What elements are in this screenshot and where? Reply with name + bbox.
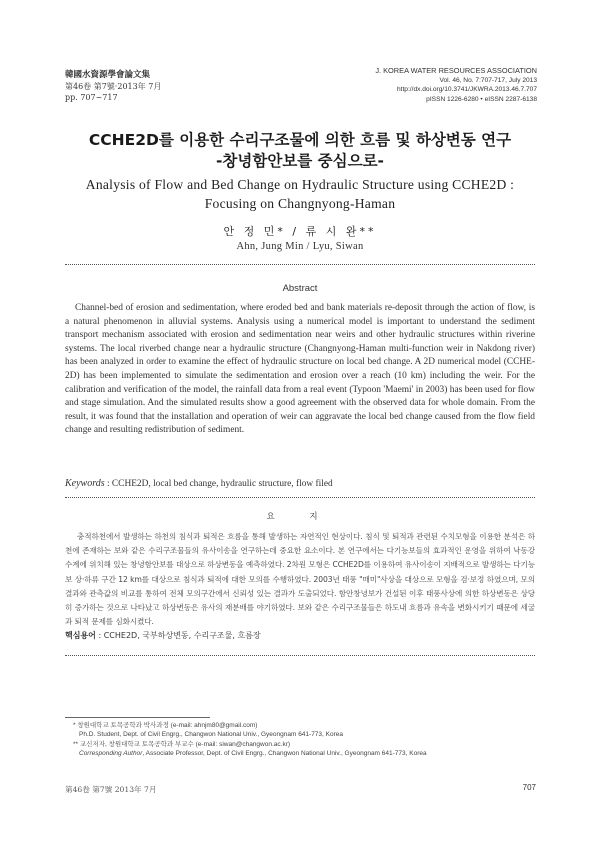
divider-top	[65, 264, 535, 265]
keywords-korean	[65, 630, 535, 641]
keywords-english	[65, 478, 535, 489]
korean-title-line2: -창녕함안보를 중심으로-	[216, 152, 384, 170]
doi-link[interactable]: http://dx.doi.org/10.3741/JKWRA.2013.46.7.707	[396, 86, 537, 93]
english-title-line2: Focusing on Changnyong-Haman	[204, 196, 396, 211]
footnote-2-korean: ** 교신저자, 창원대학교 토목공학과 부교수 (e-mail: siwan@changwon.ac.kr)	[73, 740, 291, 748]
korean-title	[0, 130, 600, 172]
footnote-2-english	[65, 749, 535, 758]
journal-header-right	[375, 66, 537, 104]
divider-middle	[65, 497, 535, 498]
divider-bottom	[65, 655, 535, 656]
corresponding-author-label: Corresponding Author	[79, 749, 143, 757]
authors-korean: 안 정 민* / 류 시 완**	[223, 225, 377, 238]
footnotes	[65, 721, 535, 758]
issn: pISSN 1226-6280 • eISSN 2287-6138	[426, 95, 537, 103]
journal-name-english: J. KOREA WATER RESOURCES ASSOCIATION	[375, 66, 537, 75]
korean-keywords-list: : CCHE2D, 국부하상변동, 수리구조물, 흐름장	[98, 631, 261, 640]
english-title-line1: Analysis of Flow and Bed Change on Hydraulic Structure using CCHE2D :	[85, 177, 515, 192]
keywords-label: Keywords	[65, 478, 105, 489]
journal-pages: pp. 707~717	[65, 93, 118, 102]
abstract-heading: Abstract	[282, 283, 318, 294]
journal-header-left	[65, 70, 161, 103]
footnote-rule	[65, 717, 210, 718]
page-number: 707	[522, 783, 536, 792]
journal-title-hanja: 韓國水資源學會論文集	[65, 70, 151, 80]
footnote-2-english-text: , Associate Professor, Dept. of Civil Engrg., Changwon National Univ., Gyeongnam 641-773, Korea	[142, 749, 427, 757]
english-title	[40, 175, 560, 213]
footer-volume: 第46卷 第7號 2013年 7月	[65, 785, 157, 794]
footnote-1-korean: * 창원대학교 토목공학과 박사과정 (e-mail: ahnjm80@gmail.com)	[73, 722, 258, 729]
journal-volume-hanja: 第46卷 第7號·2013年 7月	[65, 82, 162, 91]
journal-volume-english: Vol. 46, No. 7:707-717, July 2013	[439, 76, 537, 84]
footnote-1-english: Ph.D. Student, Dept. of Civil Engrg., Changwon National Univ., Gyeongnam 641-773, Korea	[79, 731, 343, 739]
korean-abstract-heading: 요 지	[266, 512, 334, 522]
authors-english: Ahn, Jung Min / Lyu, Siwan	[236, 241, 364, 252]
korean-abstract-text: 충적하천에서 발생하는 하천의 침식과 퇴적은 흐름을 통해 발생하는 자연적인 현상이다. 침식 및 퇴적과 관련된 수치모형을 이용한 분석은 하천에 존재하는 보와 같은 수리구조물들의 유사이송을 연구하는데 중요한 요소이다. 본 연구에서는 다기능보들의 효과적인 운영을 위하여 낙동강수계에 위치해 있는 창녕함안보를 대상으로 하상변동을 예측하였다. 2차원 모형은 CCHE2D를 이용하여 유사이송이 지배적으로 발생하는 다기능보 상·하류 구간 12 km를 대상으로 침식과 퇴적에 대한 모의를 수행하였다. 2003년 태풍 "매미"사상을 대상으로 모형을 검·보정 하였으며, 모의결과와 관측값의 비교를 통하여 전체 모의구간에서 신뢰성 있는 결과가 도출되었다. 함안창녕보가 건설된 이후 태풍사상에 의한 하상변동은 상당히 증가하는 것으로 나타났고 하상변동은 유사의 재분배를 야기하였다. 보와 같은 수리구조물들은 하도내 흐름과 유속을 변화시키기 때문에 세굴과 퇴적 문제를 심화시켰다.	[65, 532, 535, 627]
korean-keywords-label: 핵심용어	[65, 631, 96, 640]
korean-title-line1: CCHE2D를 이용한 수리구조물에 의한 흐름 및 하상변동 연구	[88, 131, 512, 149]
abstract-text: Channel-bed of erosion and sedimentation, where eroded bed and bank materials re-deposit through the action of flow, is a natural phenomenon in alluvial systems. Analysis using a numerical model is important to understand the sediment transport mechanism associated with erosion and sedimentation near weirs and other hydraulic structures within riverine systems. The local riverbed change near a hydraulic structure (Changnyong-Haman multi-function weir in Nakdong river) has been analyzed in order to examine the effect of hydraulic structure on local bed change. A 2D numerical model (CCHE-2D) has been implemented to simulate the sedimentation and erosion over a reach (10 km) including the weir. For the calibration and verification of the model, the rainfall data from a real event (Typoon 'Maemi' in 2003) has been used for flow and stage simulation. And the simulated results show a good agreement with the observed data for whole domain. From the result, it was found that the installation and operation of weir can aggravate the local bed change caused from the flow field change and resulting redistribution of sediment.	[65, 303, 535, 436]
keywords-list: : CCHE2D, local bed change, hydraulic structure, flow filed	[106, 479, 333, 489]
